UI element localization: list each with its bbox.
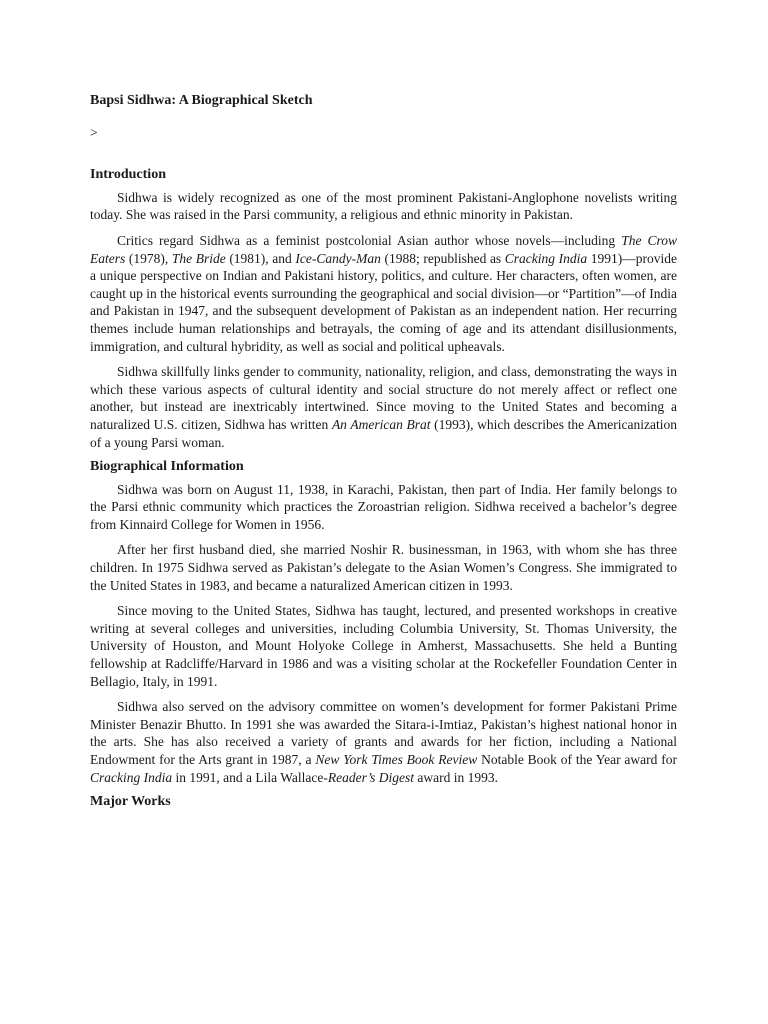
publication-title: New York Times Book Review: [315, 752, 478, 767]
text-run: (1978),: [125, 250, 172, 266]
intro-paragraph-2: [90, 232, 677, 355]
bio-paragraph-2: After her first husband died, she married Noshir R. businessman, in 1963, with whom she has three children. In 1975 Sidhwa served as Pakistan’s delegate to the Asian Women’s Congress. She immigrated to the United States in 1983, and became a naturalized American citizen in 1993.: [90, 542, 677, 593]
text-run: Notable Book of the Year award for: [477, 752, 677, 767]
text-run: 1991)—provide a unique perspective on Indian and Pakistani history, politics, and culture. Her characters, often women, are caught up in the historical events surrounding the geographical and social division—or “Partition”—of India and Pakistan in 1947, and the subsequent development of Pakistan as an independent nation. Her recurring themes include human relationships and betrayals, the coming of age and its attendant disillusionments, immigration, and cultural hybridity, as well as social and political upheavals.: [90, 250, 678, 354]
document-page: [90, 92, 677, 816]
novel-title: An American Brat: [331, 416, 431, 432]
novel-title: Cracking India: [504, 250, 588, 266]
bio-paragraph-3: Since moving to the United States, Sidhwa has taught, lectured, and presented workshops in creative writing at several colleges and universities, including Columbia University, St. Thomas University, the University of Houston, and Mount Holyoke College in Amherst, Massachusetts. She held a Bunting fellowship at Radcliffe/Harvard in 1986 and was a visiting scholar at the Rockefeller Foundation Center in Bellagio, Italy, in 1991.: [90, 603, 677, 689]
novel-title: Cracking India: [90, 769, 173, 785]
text-run: (1993), which describes the Americanization of a young Parsi woman.: [90, 416, 677, 450]
novel-title: The Crow Eaters: [90, 232, 678, 266]
document-title: Bapsi Sidhwa: A Biographical Sketch: [90, 93, 313, 108]
text-run: Sidhwa also served on the advisory committee on women’s development for former Pakistani Prime Minister Benazir Bhutto. In 1991 she was awarded the Sitara-i-Imtiaz, Pakistan’s highest national honor in the arts. She has also received a variety of grants and awards for her fiction, including a National Endowment for the Arts grant in 1987, a: [90, 699, 677, 767]
heading-biographical-information: Biographical Information: [90, 459, 244, 475]
heading-major-works: Major Works: [90, 794, 171, 810]
publication-title: Reader’s Digest: [327, 769, 414, 785]
text-run: in 1991, and a Lila Wallace-: [172, 769, 328, 785]
novel-title: The Bride: [171, 250, 226, 266]
heading-introduction: Introduction: [90, 167, 166, 183]
bio-paragraph-1: Sidhwa was born on August 11, 1938, in Karachi, Pakistan, then part of India. Her family belongs to the Parsi ethnic community which practices the Zoroastrian religion. Sidhwa received a bachelor’s degree from Kinnaird College for Women in 1956.: [90, 481, 677, 532]
intro-paragraph-3: [90, 363, 677, 451]
text-run: Sidhwa skillfully links gender to community, nationality, religion, and class, demonstrating the ways in which these various aspects of cultural identity and social structure do not merely affect or reflect one another, but instead are inextricably intertwined. Since moving to the United States and becoming a naturalized U.S. citizen, Sidhwa has written: [90, 364, 677, 432]
text-run: award in 1993.: [413, 769, 498, 785]
text-run: Critics regard Sidhwa as a feminist postcolonial Asian author whose novels—including: [117, 232, 622, 248]
text-run: (1988; republished as: [380, 250, 505, 266]
arrow-marker: >: [90, 124, 98, 140]
intro-paragraph-1: Sidhwa is widely recognized as one of the most prominent Pakistani-Anglophone novelists writing today. She was raised in the Parsi community, a religious and ethnic minority in Pakistan.: [90, 189, 677, 223]
bio-paragraph-4: [90, 698, 677, 786]
text-run: (1981), and: [225, 250, 296, 266]
novel-title: Ice-Candy-Man: [295, 250, 381, 266]
